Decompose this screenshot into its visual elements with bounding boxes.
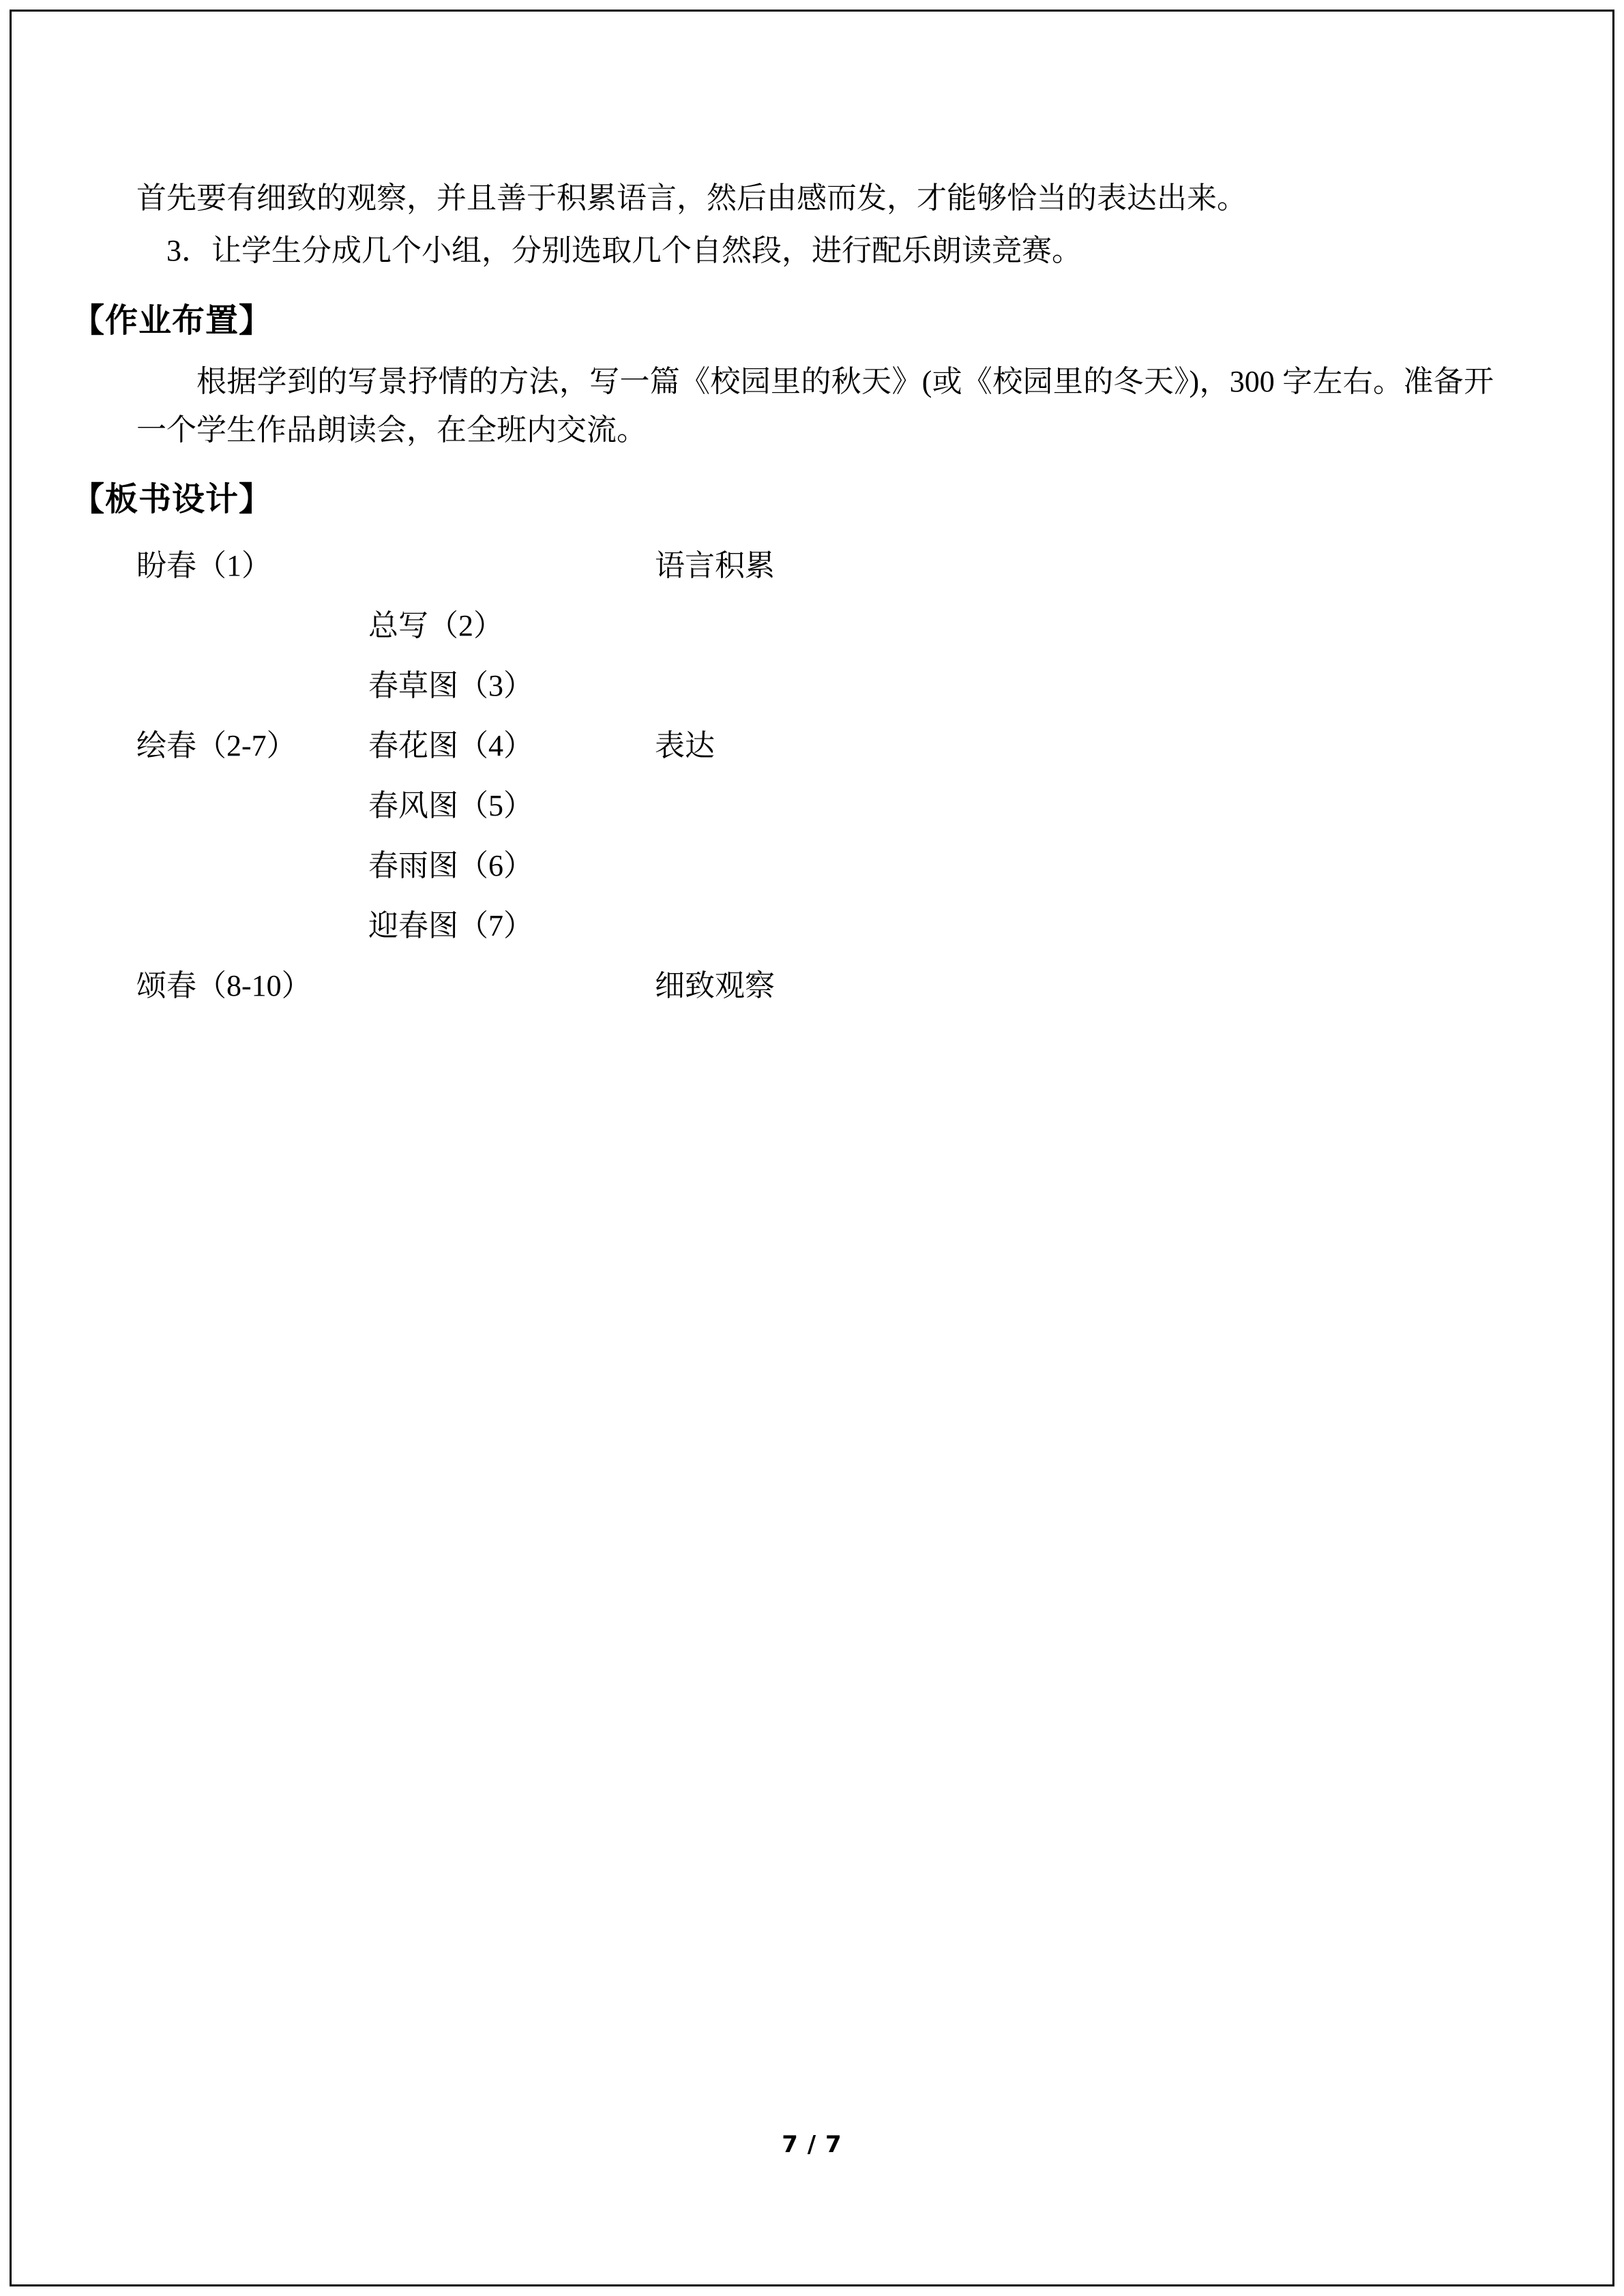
board-cell-left: 颂春（8-10） [136, 969, 312, 1003]
board-cell-right: 语言积累 [655, 549, 775, 583]
board-cell-right: 细致观察 [655, 969, 775, 1003]
board-row [136, 551, 1494, 611]
board-cell-right: 表达 [655, 729, 715, 763]
board-row [136, 671, 1494, 731]
board-cell-middle: 迎春图（7） [368, 909, 533, 943]
heading-homework: 【作业布置】 [72, 301, 273, 340]
board-cell-middle: 春草图（3） [368, 669, 533, 703]
page-number: 7 / 7 [782, 2131, 842, 2158]
board-row [136, 791, 1494, 851]
page-footer [0, 2131, 1624, 2158]
board-row [136, 971, 1494, 1031]
paragraph-homework: 根据学到的写景抒情的方法，写一篇《校园里的秋天》(或《校园里的冬天》)，300 字左右。准备开一个学生作品朗读会，在全班内交流。 [136, 364, 1494, 447]
board-cell-left: 绘春（2-7） [136, 729, 297, 763]
board-cell-middle: 总写（2） [368, 609, 503, 643]
board-row [136, 911, 1494, 971]
board-row [136, 731, 1494, 791]
board-design-diagram [136, 551, 1494, 1031]
paragraph-continuation: 首先要有细致的观察，并且善于积累语言，然后由感而发，才能够恰当的表达出来。 [136, 181, 1247, 215]
page-content [72, 174, 1494, 1031]
paragraph-numbered-3: 3．让学生分成几个小组，分别选取几个自然段，进行配乐朗读竞赛。 [166, 234, 1082, 268]
heading-board-design: 【板书设计】 [72, 480, 273, 519]
board-cell-left: 盼春（1） [136, 549, 271, 583]
board-row [136, 851, 1494, 911]
board-row [136, 611, 1494, 671]
board-cell-middle: 春风图（5） [368, 789, 533, 823]
board-cell-middle: 春雨图（6） [368, 849, 533, 883]
board-cell-middle: 春花图（4） [368, 729, 533, 763]
